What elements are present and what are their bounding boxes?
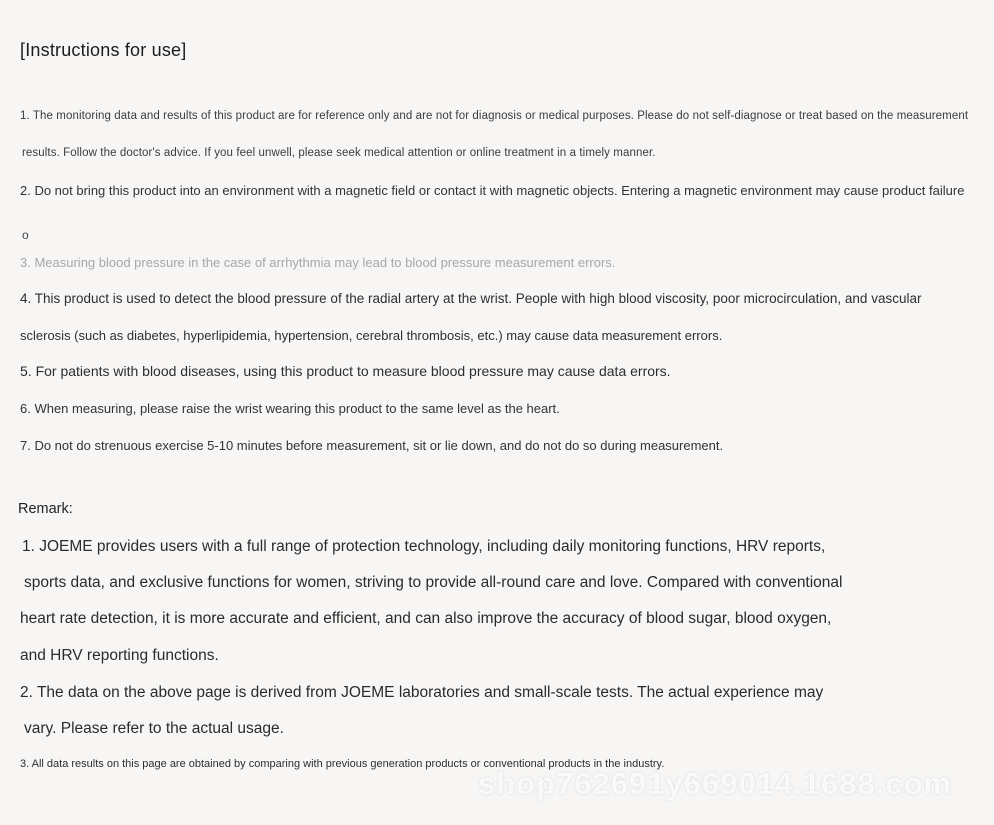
instruction-5: 5. For patients with blood diseases, using this product to measure blood pressure may cause data errors. <box>20 363 671 379</box>
remark-1-line-3: heart rate detection, it is more accurate and efficient, and can also improve the accuracy of blood sugar, blood oxygen, <box>20 610 832 627</box>
instruction-4-line-2: sclerosis (such as diabetes, hyperlipidemia, hypertension, cerebral thrombosis, etc.) may cause data measurement errors. <box>20 328 723 343</box>
remark-2-line-2: vary. Please refer to the actual usage. <box>24 720 284 737</box>
remark-3: 3. All data results on this page are obtained by comparing with previous generation products or conventional products in the industry. <box>20 758 665 770</box>
instruction-7: 7. Do not do strenuous exercise 5-10 minutes before measurement, sit or lie down, and do not do so during measurement. <box>20 438 724 453</box>
instruction-6: 6. When measuring, please raise the wrist wearing this product to the same level as the heart. <box>20 401 560 416</box>
instruction-1-line-2: results. Follow the doctor's advice. If you feel unwell, please seek medical attention or online treatment in a timely manner. <box>22 147 656 159</box>
instruction-2: 2. Do not bring this product into an environment with a magnetic field or contact it with magnetic objects. Entering a magnetic environment may cause product failure <box>20 183 965 198</box>
instruction-2-trailing-period: o <box>22 228 29 242</box>
page-title: [Instructions for use] <box>20 40 187 60</box>
remark-1-line-2: sports data, and exclusive functions for women, striving to provide all-round care and love. Compared with conventional <box>24 574 843 591</box>
remark-heading: Remark: <box>18 501 73 517</box>
instruction-1-line-1: 1. The monitoring data and results of this product are for reference only and are not for diagnosis or medical purposes. Please do not self-diagnose or treat based on the measurement <box>20 110 969 122</box>
remark-1-line-4: and HRV reporting functions. <box>20 647 219 664</box>
instruction-4-line-1: 4. This product is used to detect the blood pressure of the radial artery at the wrist. People with high blood viscosity, poor microcirculation, and vascular <box>20 291 922 306</box>
instruction-3: 3. Measuring blood pressure in the case of arrhythmia may lead to blood pressure measurement errors. <box>20 255 616 270</box>
remark-1-line-1: 1. JOEME provides users with a full range of protection technology, including daily monitoring functions, HRV reports, <box>22 538 826 555</box>
remark-2-line-1: 2. The data on the above page is derived from JOEME laboratories and small-scale tests. The actual experience may <box>20 684 824 701</box>
shop-watermark: shop762691y669014.1688.com <box>478 766 953 801</box>
